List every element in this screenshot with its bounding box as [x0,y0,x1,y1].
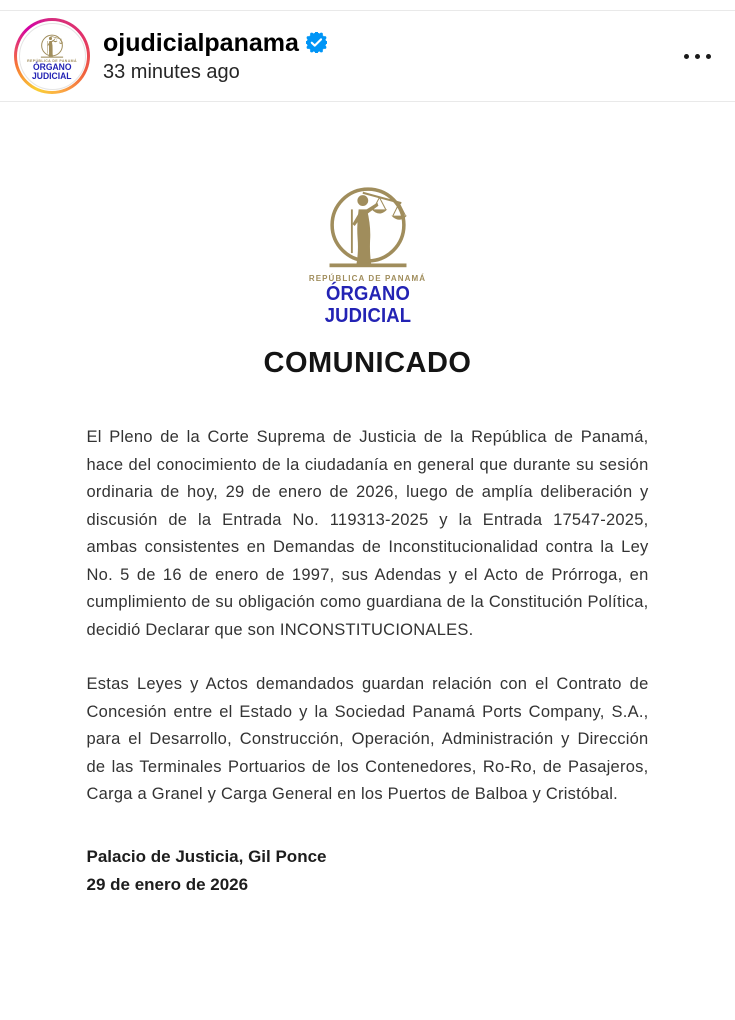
more-options-button[interactable] [682,46,713,67]
navy-band [0,966,735,1020]
post-header [0,11,735,101]
signature-block [87,843,649,899]
username[interactable]: ojudicialpanama [103,28,299,57]
avatar-logo [19,23,86,90]
document-title: COMUNICADO [263,347,472,379]
document-body [87,424,649,809]
justice-scales-icon [316,178,420,272]
top-strip [0,0,735,10]
logo-judicial-label: JUDICIAL [324,304,411,327]
header-divider [0,101,735,102]
signature-date: 29 de enero de 2026 [86,874,249,894]
header-text [103,29,327,84]
signature-place: Palacio de Justicia, Gil Ponce [86,846,327,866]
more-dot [684,54,689,59]
username-row [103,29,327,57]
timestamp: 33 minutes ago [103,60,240,83]
paragraph-1: El Pleno de la Corte Suprema de Justicia de la República de Panamá, hace del conocimiento de la ciudadanía en general que durante su sesión ordinaria de hoy, 29 de enero de 2026, luego de amplía deliberación y discusión de la Entrada No. 119313-2025 y la Entrada 17547-2025, ambas consistentes en Demandas de Inconstitucionalidad contra la Ley No. 5 de 16 de enero de 1997, sus Adendas y el Acto de Prórroga, en cumplimiento de su obligación como guardiana de la Constitución Política, decidió Declarar que son INCONSTITUCIONALES. [86,428,649,639]
avatar[interactable] [14,18,90,94]
logo-organo-label: ÓRGANO [325,282,410,305]
avatar-logo-judicial: JUDICIAL [32,70,72,81]
avatar-gap [17,21,87,91]
paragraph-2: Estas Leyes y Actos demandados guardan relación con el Contrato de Concesión entre el Estado y la Sociedad Panamá Ports Company, S.A., para el Desarrollo, Construcción, Operación, Administración y Dirección de las Terminales Portuarios de los Contenedores, Ro-Ro, de Pasajeros, Carga a Granel y Carga General en los Puertos de Balboa y Cristóbal. [86,675,649,803]
avatar-logo-country: REPÚBLICA DE PANAMÁ [27,59,77,63]
more-dot [695,54,700,59]
avatar-logo-organo: ÓRGANO [32,62,72,72]
logo-country-label: REPÚBLICA DE PANAMÁ [308,274,427,283]
decorative-bands [0,966,735,1020]
cyan-band [0,966,735,1020]
justice-scales-icon [37,32,67,59]
verified-badge-icon [306,32,327,53]
post-image[interactable] [0,178,735,1020]
more-dot [706,54,711,59]
organo-judicial-logo [298,178,438,327]
